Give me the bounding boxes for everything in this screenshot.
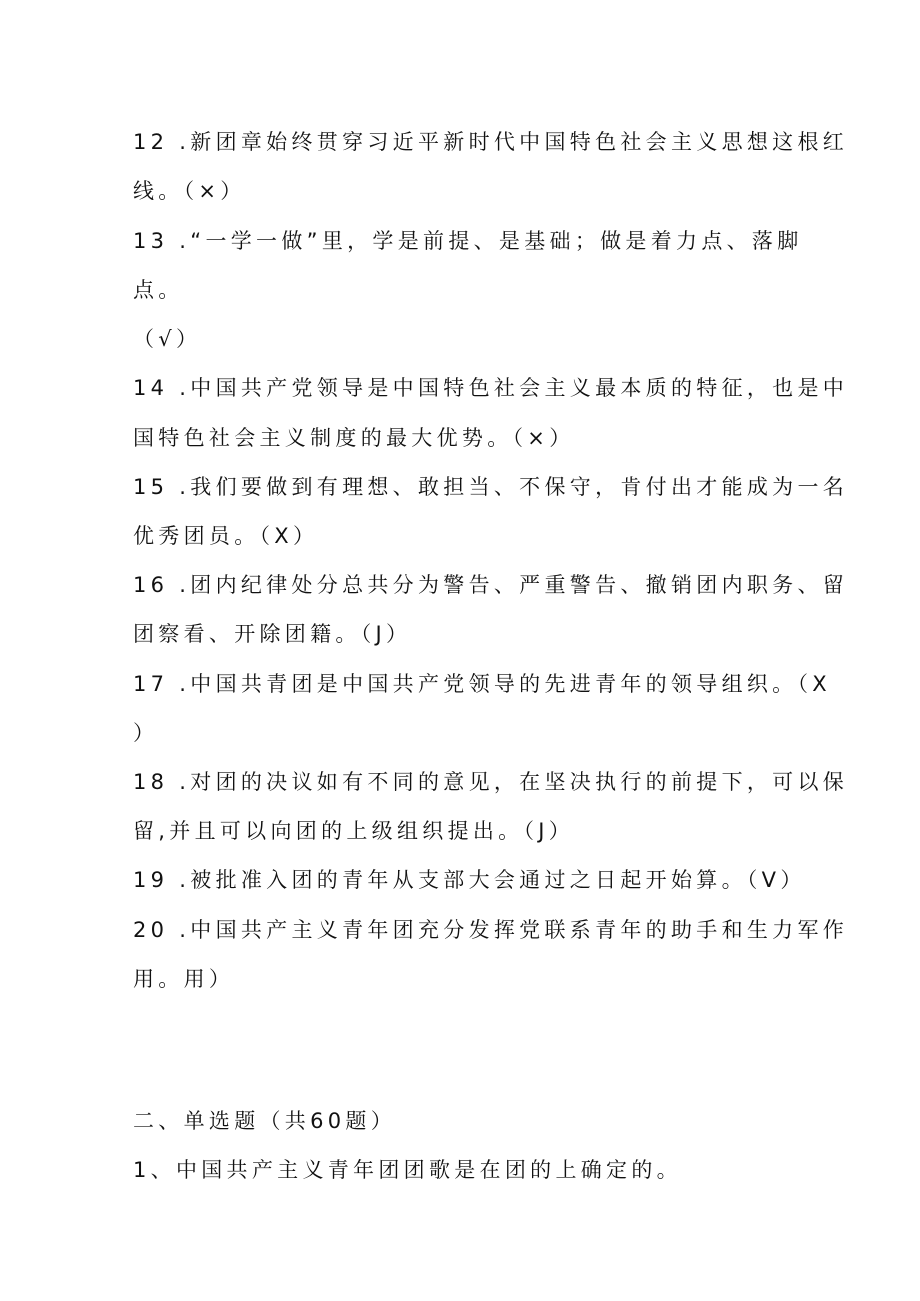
text-line-q16-a: 16 .团内纪律处分总共分为警告、严重警告、撤销团内职务、留 [133, 573, 849, 597]
text-line-q20-a: 20 .中国共产主义青年团充分发挥党联系青年的助手和生力军作 [133, 918, 849, 942]
text-line-q12-a: 12 .新团章始终贯穿习近平新时代中国特色社会主义思想这根红 [133, 130, 849, 154]
text-line-q16-b: 团察看、开除团籍。（J） [133, 622, 412, 646]
text-line-q15-b: 优秀团员。（X） [133, 524, 319, 548]
text-line-q13-b: 点。 [133, 278, 184, 302]
text-line-q19: 19 .被批准入团的青年从支部大会通过之日起开始算。（V） [133, 868, 806, 892]
text-line-q20-b: 用。用） [133, 967, 235, 991]
text-line-mc1: 1、中国共产主义青年团团歌是在团的上确定的。 [133, 1158, 682, 1182]
text-line-q14-a: 14 .中国共产党领导是中国特色社会主义最本质的特征，也是中 [133, 376, 849, 400]
section-heading-single-choice: 二、单选题（共60题） [133, 1109, 397, 1133]
text-line-q18-b: 留,并且可以向团的上级组织提出。（J） [133, 819, 575, 843]
text-line-q13-c: （√） [133, 327, 202, 351]
text-line-q18-a: 18 .对团的决议如有不同的意见，在坚决执行的前提下，可以保 [133, 770, 849, 794]
text-line-q14-b: 国特色社会主义制度的最大优势。（×） [133, 426, 575, 450]
text-line-q13-a: 13 .“一学一做”里，学是前提、是基础；做是着力点、落脚 [133, 229, 803, 253]
text-line-q12-b: 线。（×） [133, 179, 246, 203]
text-line-q17-b: ） [133, 721, 159, 745]
text-line-q15-a: 15 .我们要做到有理想、敢担当、不保守，肯付出才能成为一名 [133, 475, 849, 499]
text-line-q17-a: 17 .中国共青团是中国共产党领导的先进青年的领导组织。（X [133, 672, 831, 696]
